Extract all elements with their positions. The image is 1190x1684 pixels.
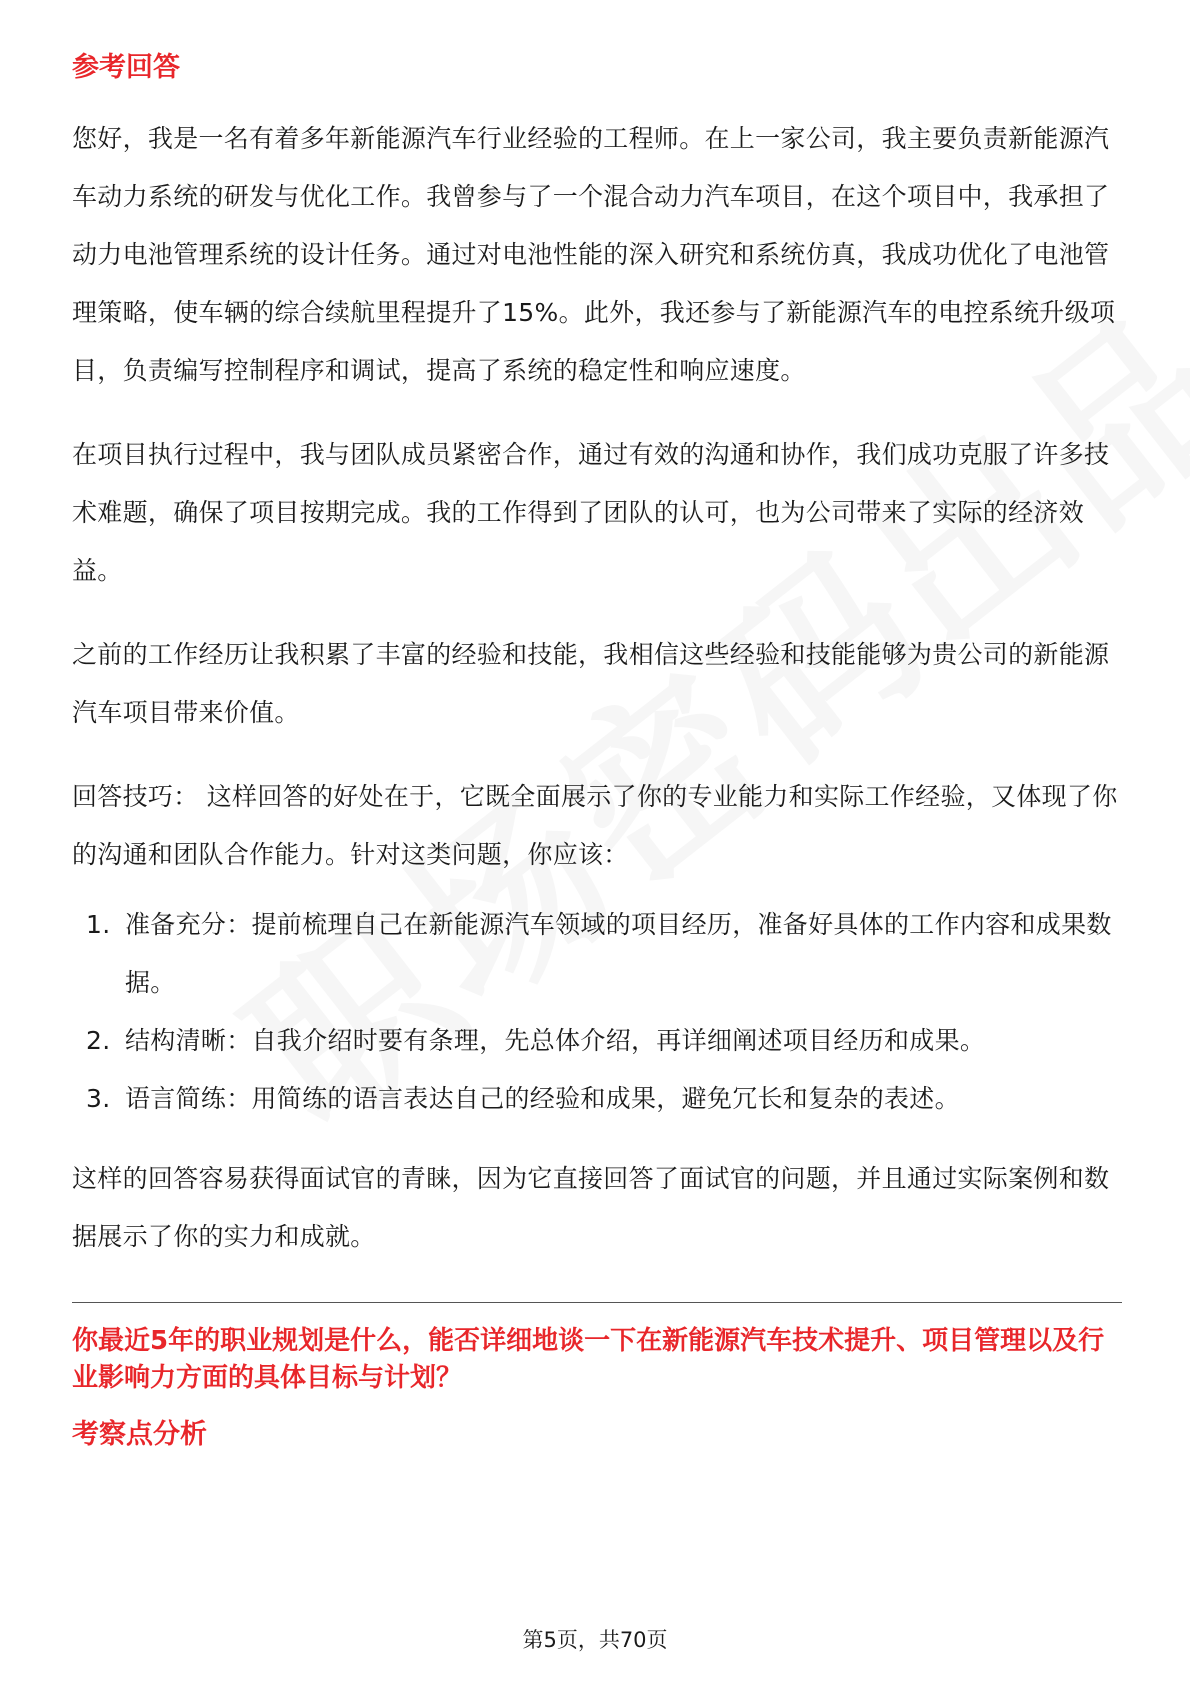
tips-paragraph: 回答技巧： 这样回答的好处在于，它既全面展示了你的专业能力和实际工作经验，又体现了你的沟通和团队合作能力。针对这类问题，你应该： [72,782,1118,869]
section-title: 参考回答 [72,52,180,83]
list-item-text: 语言简练：用简练的语言表达自己的经验和成果，避免冗长和复杂的表述。 [125,1084,960,1113]
list-item-number: 3. [86,1084,111,1113]
list-item-number: 1. [86,910,111,939]
list-item-number: 2. [86,1026,111,1055]
answer-paragraph-1: 您好，我是一名有着多年新能源汽车行业经验的工程师。在上一家公司，我主要负责新能源汽车动力系统的研发与优化工作。我曾参与了一个混合动力汽车项目，在这个项目中，我承担了动力电池管理系统的设计任务。通过对电池性能的深入研究和系统仿真，我成功优化了电池管理策略，使车辆的综合续航里程提升了15%。此外，我还参与了新能源汽车的电控系统升级项目，负责编写控制程序和调试，提高了系统的稳定性和响应速度。 [72,124,1116,385]
page-footer: 第5页，共70页 [522,1628,668,1652]
answer-paragraph-2: 在项目执行过程中，我与团队成员紧密合作，通过有效的沟通和协作，我们成功克服了许多技术难题，确保了项目按期完成。我的工作得到了团队的认可，也为公司带来了实际的经济效益。 [72,440,1110,585]
answer-paragraph-3: 之前的工作经历让我积累了丰富的经验和技能，我相信这些经验和技能能够为贵公司的新能源汽车项目带来价值。 [72,640,1110,727]
list-item [72,896,1122,1012]
section-divider [72,1302,1122,1303]
closing-paragraph: 这样的回答容易获得面试官的青睐，因为它直接回答了面试官的问题，并且通过实际案例和数据展示了你的实力和成就。 [72,1164,1110,1251]
page-content [72,48,1122,1455]
list-item-text: 结构清晰：自我介绍时要有条理，先总体介绍，再详细阐述项目经历和成果。 [125,1026,986,1055]
list-item [72,1070,1122,1128]
tips-list [72,896,1122,1128]
next-question: 你最近5年的职业规划是什么，能否详细地谈一下在新能源汽车技术提升、项目管理以及行业影响力方面的具体目标与计划？ [72,1326,1105,1393]
analysis-section-title: 考察点分析 [72,1419,207,1450]
list-item [72,1012,1122,1070]
list-item-text: 准备充分：提前梳理自己在新能源汽车领域的项目经历，准备好具体的工作内容和成果数据。 [125,910,1112,997]
